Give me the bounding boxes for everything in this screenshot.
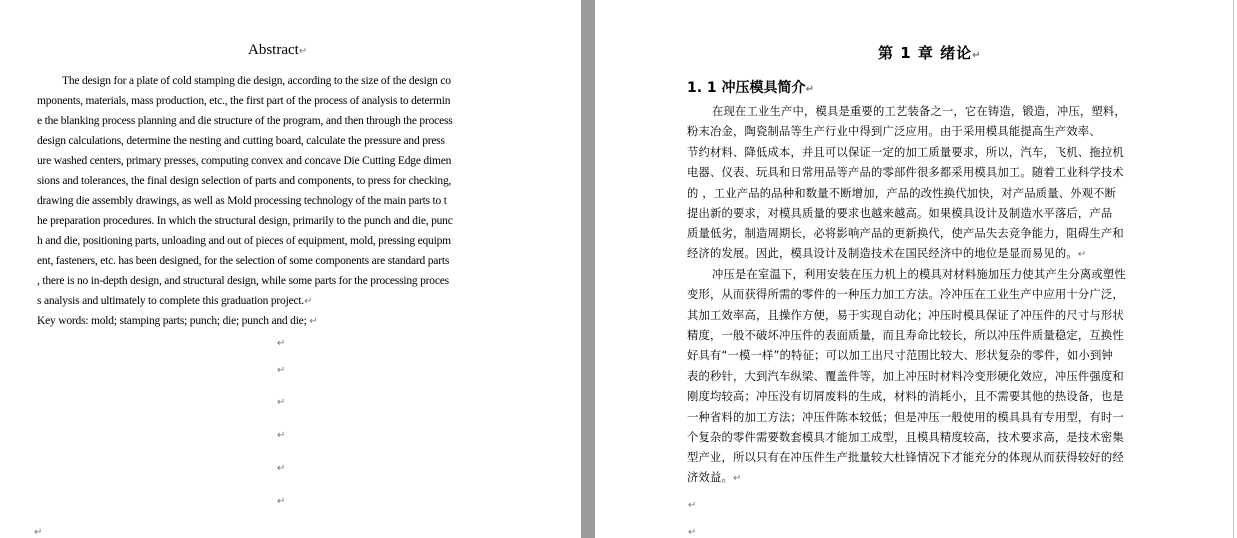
chapter-line: 变形，从而获得所需的零件的一种压力加工方法。冷冲压在工业生产中应用十分广泛， bbox=[687, 288, 1124, 301]
abstract-line: ent, fasteners, etc. has been designed, for the selection of some components are standard parts bbox=[37, 255, 450, 267]
chapter-line: 个复杂的零件需要数套模具才能加工成型，且模具精度较高，技术要求高，是技术密集 bbox=[687, 431, 1124, 444]
chapter-line: 节约材料、降低成本，并且可以保证一定的加工质量要求，所以，汽车，飞机、拖拉机 bbox=[687, 146, 1124, 159]
paragraph-mark: ↵ bbox=[34, 527, 43, 538]
chapter-line: 质量低劣，制造周期长，必将影响产品的更新换代，使产品失去竞争能力，阻碍生产和 bbox=[687, 227, 1124, 240]
chapter-line: 型产业，所以只有在冲压件生产批量较大杜锋情况下才能充分的体现从而获得较好的经 bbox=[687, 451, 1124, 464]
paragraph-mark: ↵ bbox=[688, 500, 697, 511]
paragraph-mark: ↵ bbox=[277, 397, 286, 408]
abstract-line-last: s analysis and ultimately to complete this graduation project.↵ bbox=[37, 295, 313, 307]
page-right-edge bbox=[1233, 0, 1234, 538]
abstract-line: ure washed centers, primary presses, computing convex and concave Die Cutting Edge dimen bbox=[37, 155, 452, 167]
chapter-line: 在现在工业生产中，模具是重要的工艺装备之一，它在铸造，锻造，冲压，塑料， bbox=[712, 105, 1126, 118]
chapter-line: 经济的发展。因此，模具设计及制造技术在国民经济中的地位是显而易见的。↵ bbox=[687, 247, 1087, 260]
paragraph-mark: ↵ bbox=[277, 365, 286, 376]
chapter-line: 刚度均较高；冲压没有切屑废料的生成，材料的消耗小，且不需要其他的热设备，也是 bbox=[687, 390, 1124, 403]
abstract-line: sions and tolerances, the final design selection of parts and components, to press for checking, bbox=[37, 175, 452, 187]
abstract-line: mponents, materials, mass production, etc., the first part of the process of analysis to determin bbox=[37, 95, 451, 107]
section-title: 1. 1 冲压模具简介↵ bbox=[687, 80, 814, 96]
chapter-line: 提出新的要求，对模具质量的要求也越来越高。如果模具设计及制造水平落后，产品 bbox=[687, 207, 1113, 220]
abstract-title: Abstract↵ bbox=[248, 42, 308, 58]
abstract-line: e the blanking process planning and die structure of the program, and then through the process bbox=[37, 115, 453, 127]
abstract-line: drawing die assembly drawings, as well as Mold processing technology of the main parts to t bbox=[37, 195, 447, 207]
page-gap bbox=[581, 0, 595, 538]
keywords-line: Key words: mold; stamping parts; punch; die; punch and die; ↵ bbox=[37, 315, 318, 327]
chapter-line: 表的秒针，大到汽车纵梁、覆盖件等，加上冲压时材料冷变形硬化效应，冲压件强度和 bbox=[687, 370, 1124, 383]
chapter-title: 第 1 章 绪论↵ bbox=[878, 44, 982, 62]
paragraph-mark: ↵ bbox=[277, 463, 286, 474]
abstract-line: design calculations, determine the nesting and cutting board, calculate the pressure and press bbox=[37, 135, 445, 147]
chapter-line: 其加工效率高，且操作方便，易于实现自动化；冲压时模具保证了冲压件的尺寸与形状 bbox=[687, 309, 1124, 322]
chapter-line: 一种省料的加工方法；冲压件陈本较低；但是冲压一般使用的模具具有专用型，有时一 bbox=[687, 411, 1124, 424]
chapter-line: 冲压是在室温下，利用安装在压力机上的模具对材料施加压力使其产生分离或塑性 bbox=[712, 268, 1126, 281]
paragraph-mark: ↵ bbox=[277, 496, 286, 507]
chapter-line: 粉末冶金，陶瓷制品等生产行业中得到广泛应用。由于采用模具能提高生产效率、 bbox=[687, 125, 1101, 138]
chapter-line: 的 ，工业产品的品种和数量不断增加，产品的改性换代加快，对产品质量、外观不断 bbox=[687, 187, 1117, 200]
chapter-line: 济效益。↵ bbox=[687, 471, 742, 484]
chapter-line: 精度，一般不破坏冲压件的表面质量，而且寿命比较长，所以冲压件质量稳定，互换性 bbox=[687, 329, 1124, 342]
paragraph-mark: ↵ bbox=[277, 338, 286, 349]
abstract-line: The design for a plate of cold stamping die design, according to the size of the design co bbox=[62, 75, 451, 87]
abstract-line: h and die, positioning parts, unloading and out of pieces of equipment, mold, pressing equipm bbox=[37, 235, 451, 247]
chapter-line: 电器、仪表、玩具和日常用品等产品的零部件很多都采用模具加工。随着工业科学技术 bbox=[687, 166, 1124, 179]
abstract-line: , there is no in-depth design, and structural design, while some parts for the processing proces bbox=[37, 275, 449, 287]
paragraph-mark: ↵ bbox=[277, 430, 286, 441]
abstract-line: he preparation procedures. In which the structural design, primarily to the punch and die, punc bbox=[37, 215, 453, 227]
chapter-line: 好具有“一模一样”的特征；可以加工出尺寸范围比较大、形状复杂的零件，如小到钟 bbox=[687, 349, 1113, 362]
paragraph-mark: ↵ bbox=[688, 527, 697, 538]
